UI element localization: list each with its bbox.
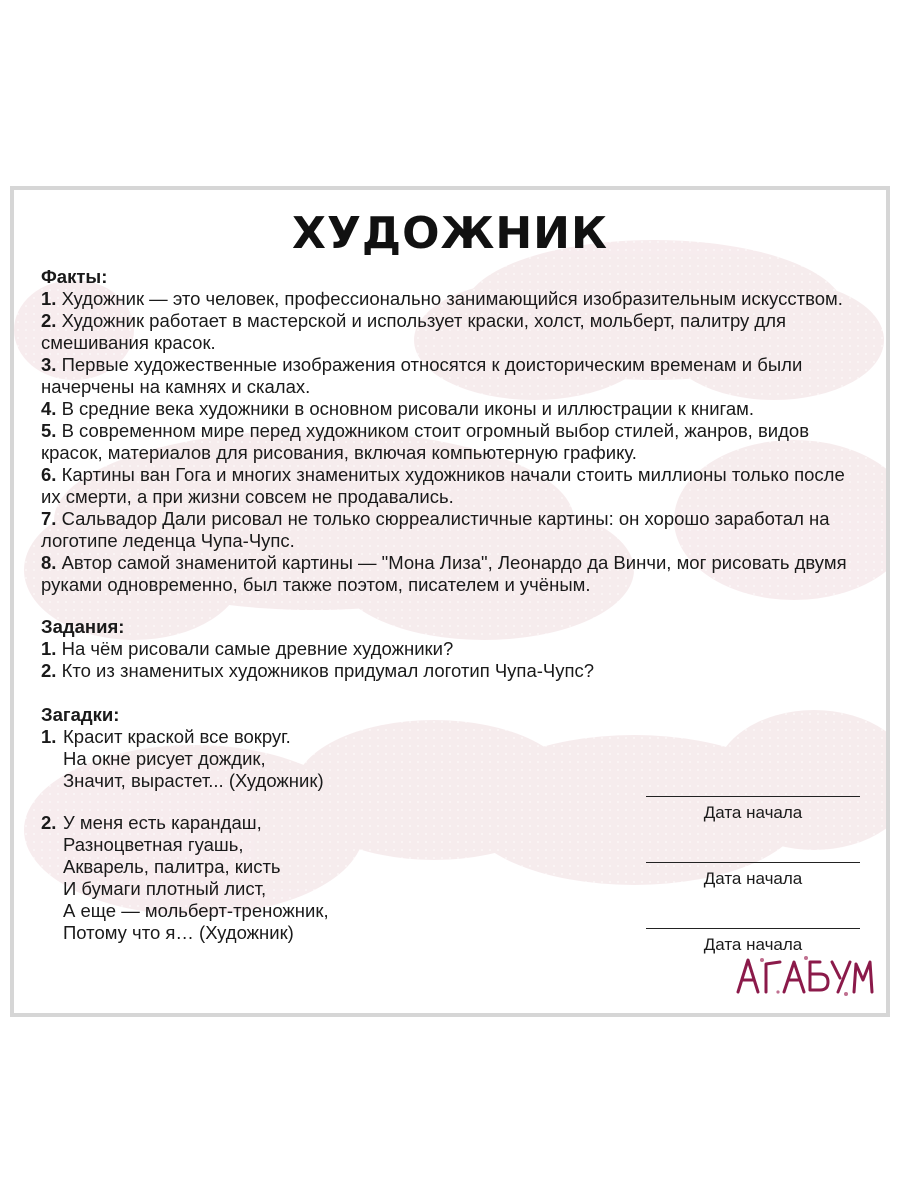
worksheet-content xyxy=(41,266,856,944)
fact-item xyxy=(41,398,856,420)
facts-heading: Факты: xyxy=(41,266,108,287)
fact-number: 4. xyxy=(41,398,57,419)
tasks-heading: Задания: xyxy=(41,616,125,637)
task-item xyxy=(41,660,856,682)
riddle-line: На окне рисует дождик, xyxy=(63,748,266,769)
fact-text: Автор самой знаменитой картины — "Мона Лиза", Леонардо да Винчи, мог рисовать двумя руками одновременно, был также поэтом, писателем и учёным. xyxy=(41,552,847,595)
task-number: 2. xyxy=(41,660,57,681)
start-date-field[interactable] xyxy=(646,928,860,955)
fact-item xyxy=(41,310,856,354)
date-label: Дата начала xyxy=(703,935,803,954)
riddles-heading: Загадки: xyxy=(41,704,120,725)
riddle-line: У меня есть карандаш, xyxy=(63,812,262,833)
riddle-lines xyxy=(63,812,329,944)
riddle-line: Акварель, палитра, кисть xyxy=(63,856,281,877)
fact-number: 6. xyxy=(41,464,57,485)
task-number: 1. xyxy=(41,638,57,659)
riddle-number: 2. xyxy=(41,812,57,833)
fact-text: Сальвадор Дали рисовал не только сюрреалистичные картины: он хорошо заработал на логотипе леденца Чупа-Чупс. xyxy=(41,508,830,551)
fact-text: В современном мире перед художником стоит огромный выбор стилей, жанров, видов красок, материалов для рисования, включая компьютерную графику. xyxy=(41,420,810,463)
agabum-logo xyxy=(734,952,874,998)
fact-number: 8. xyxy=(41,552,57,573)
riddle-line: Разноцветная гуашь, xyxy=(63,834,244,855)
fact-item xyxy=(41,464,856,508)
date-underline xyxy=(646,862,860,863)
start-date-field[interactable] xyxy=(646,796,860,823)
worksheet-card xyxy=(10,186,890,1017)
fact-item xyxy=(41,552,856,596)
task-text: На чём рисовали самые древние художники? xyxy=(56,638,454,659)
fact-number: 3. xyxy=(41,354,57,375)
riddle-line: Потому что я… (Художник) xyxy=(63,922,294,943)
fact-item xyxy=(41,354,856,398)
riddle-number: 1. xyxy=(41,726,57,747)
date-label: Дата начала xyxy=(703,869,803,888)
riddle-lines xyxy=(63,726,324,792)
fact-text: Первые художественные изображения относятся к доисторическим временам и были начерчены на камнях и скалах. xyxy=(41,354,803,397)
riddle-line: Значит, вырастет... (Художник) xyxy=(63,770,324,791)
fact-text: Художник — это человек, профессионально занимающийся изобразительным искусством. xyxy=(56,288,843,309)
start-date-field[interactable] xyxy=(646,862,860,889)
fact-text: Художник работает в мастерской и использует краски, холст, мольберт, палитру для смешивания красок. xyxy=(41,310,787,353)
fact-text: Картины ван Гога и многих знаменитых художников начали стоить миллионы только после их смерти, а при жизни совсем не продавались. xyxy=(41,464,845,507)
date-underline xyxy=(646,928,860,929)
riddle-item xyxy=(41,726,856,792)
fact-text: В средние века художники в основном рисовали иконы и иллюстрации к книгам. xyxy=(56,398,755,419)
date-label: Дата начала xyxy=(703,803,803,822)
riddle-line: Красит краской все вокруг. xyxy=(63,726,291,747)
riddle-line: А еще — мольберт-треножник, xyxy=(63,900,329,921)
fact-number: 1. xyxy=(41,288,57,309)
fact-number: 7. xyxy=(41,508,57,529)
fact-item xyxy=(41,508,856,552)
task-item xyxy=(41,638,856,660)
date-underline xyxy=(646,796,860,797)
fact-number: 5. xyxy=(41,420,57,441)
page-title: ХУДОЖНИК xyxy=(292,208,608,259)
fact-item xyxy=(41,420,856,464)
task-text: Кто из знаменитых художников придумал логотип Чупа-Чупс? xyxy=(56,660,595,681)
fact-number: 2. xyxy=(41,310,57,331)
riddle-line: И бумаги плотный лист, xyxy=(63,878,267,899)
fact-item xyxy=(41,288,856,310)
